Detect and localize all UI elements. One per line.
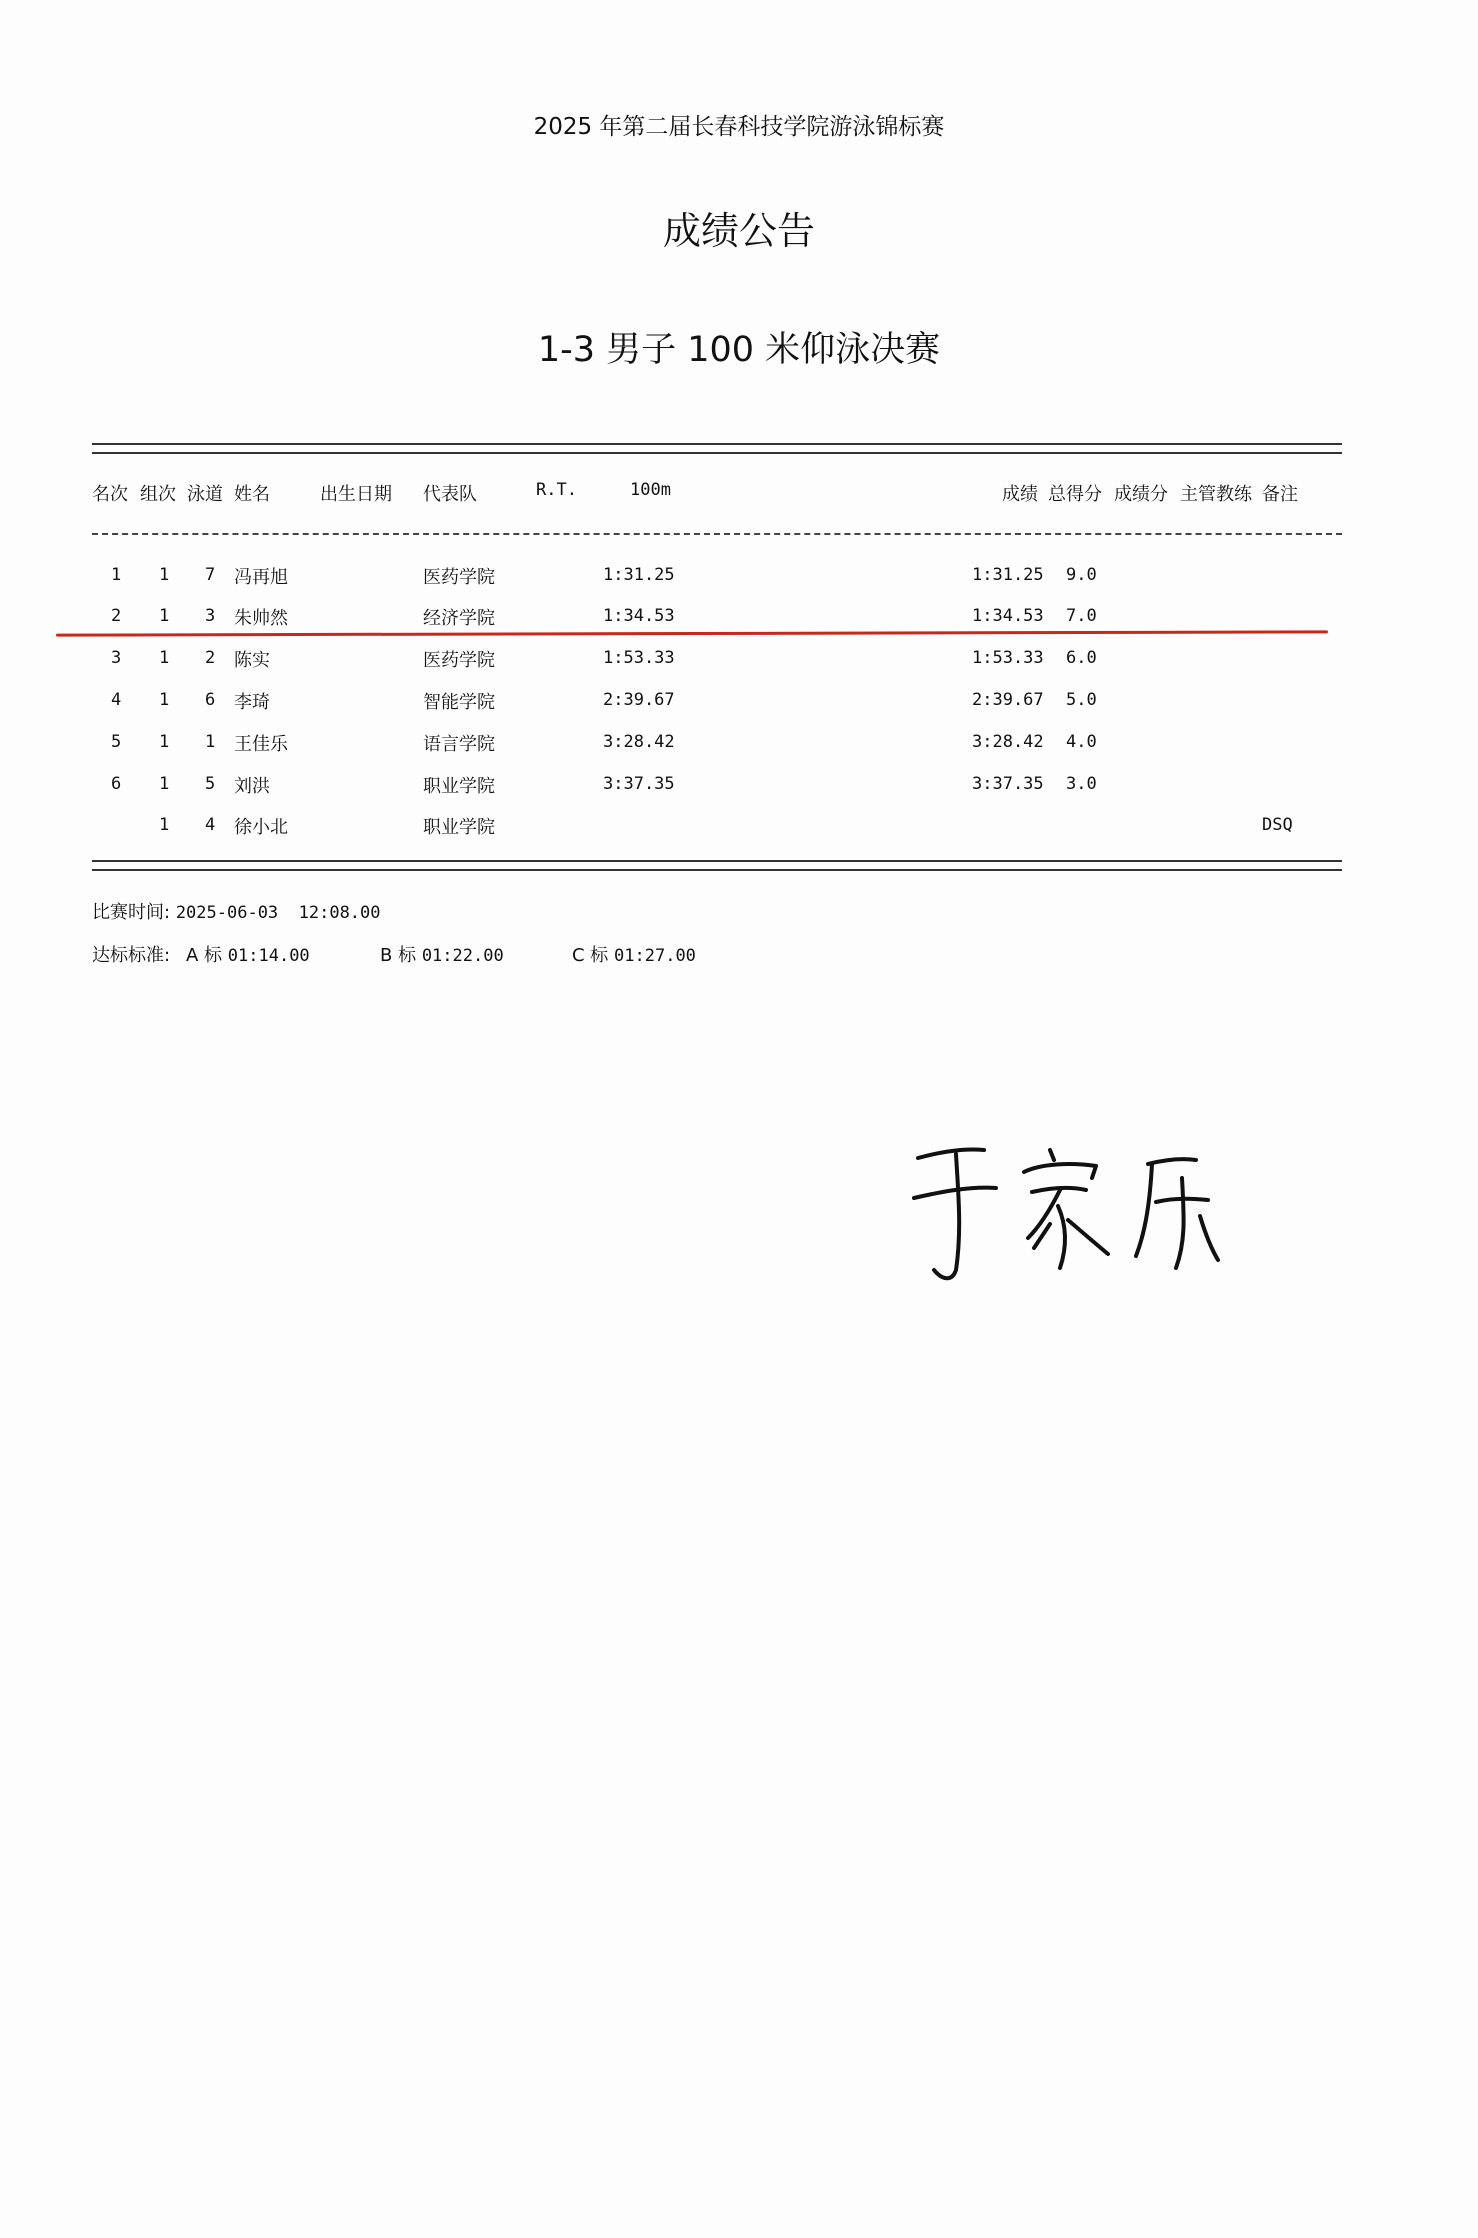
match-time-label: 比赛时间: xyxy=(92,902,171,923)
team-cell: 医药学院 xyxy=(423,650,495,671)
total-points-cell: 6.0 xyxy=(1066,648,1097,668)
col-name-header: 姓名 xyxy=(234,484,270,505)
name-cell: 冯再旭 xyxy=(234,567,288,588)
top-double-rule xyxy=(92,443,1342,454)
handwritten-signature xyxy=(900,1120,1240,1300)
total-points-cell: 5.0 xyxy=(1066,690,1097,710)
col-lane-header: 泳道 xyxy=(187,484,223,505)
header-dashed-rule xyxy=(92,533,1342,535)
col-rank-header: 名次 xyxy=(92,484,128,505)
standard-a-label: A 标 xyxy=(186,945,223,966)
team-cell: 职业学院 xyxy=(423,776,495,797)
red-underline-annotation xyxy=(56,630,1328,636)
qualifying-standards xyxy=(92,941,170,967)
heat-cell: 1 xyxy=(159,732,170,752)
standard-label: 达标标准: xyxy=(92,945,171,966)
split-cell: 3:37.35 xyxy=(603,774,675,794)
note-cell: DSQ xyxy=(1262,815,1293,835)
split-cell: 3:28.42 xyxy=(603,732,675,752)
name-cell: 王佳乐 xyxy=(234,734,288,755)
notice-title: 成绩公告 xyxy=(662,209,815,253)
rank-cell: 3 xyxy=(111,648,122,668)
standard-c-value: 01:27.00 xyxy=(614,946,696,966)
lane-cell: 2 xyxy=(205,648,216,668)
col-coach-header: 主管教练 xyxy=(1180,484,1252,505)
standard-b xyxy=(380,941,504,967)
heat-cell: 1 xyxy=(159,565,170,585)
col-split-header: 100m xyxy=(630,480,671,500)
rank-cell: 1 xyxy=(111,565,122,585)
team-cell: 智能学院 xyxy=(423,692,495,713)
rank-cell: 2 xyxy=(111,606,122,626)
heat-cell: 1 xyxy=(159,815,170,835)
lane-cell: 7 xyxy=(205,565,216,585)
rank-cell: 6 xyxy=(111,774,122,794)
lane-cell: 5 xyxy=(205,774,216,794)
team-cell: 职业学院 xyxy=(423,817,495,838)
match-time-value: 2025-06-03 12:08.00 xyxy=(175,903,381,923)
split-cell: 1:31.25 xyxy=(603,565,675,585)
col-team-header: 代表队 xyxy=(423,484,477,505)
bottom-double-rule xyxy=(92,860,1342,871)
total-points-cell: 7.0 xyxy=(1066,606,1097,626)
competition-title: 2025 年第二届长春科技学院游泳锦标赛 xyxy=(533,114,945,140)
match-time xyxy=(92,898,381,924)
event-title: 1-3 男子 100 米仰泳决赛 xyxy=(537,330,941,370)
total-points-cell: 4.0 xyxy=(1066,732,1097,752)
name-cell: 朱帅然 xyxy=(234,608,288,629)
result-cell: 3:28.42 xyxy=(972,732,1044,752)
lane-cell: 6 xyxy=(205,690,216,710)
result-cell: 1:34.53 xyxy=(972,606,1044,626)
col-result-header: 成绩 xyxy=(1002,484,1038,505)
standard-b-value: 01:22.00 xyxy=(421,946,504,966)
standard-a xyxy=(186,941,310,967)
team-cell: 医药学院 xyxy=(423,567,495,588)
split-cell: 1:53.33 xyxy=(603,648,675,668)
name-cell: 李琦 xyxy=(234,692,270,713)
result-cell: 1:53.33 xyxy=(972,648,1044,668)
lane-cell: 3 xyxy=(205,606,216,626)
name-cell: 陈实 xyxy=(234,650,270,671)
name-cell: 刘洪 xyxy=(234,776,270,797)
standard-c xyxy=(572,941,696,967)
standard-a-value: 01:14.00 xyxy=(227,946,310,966)
heat-cell: 1 xyxy=(159,648,170,668)
heat-cell: 1 xyxy=(159,690,170,710)
col-total-points-header: 总得分 xyxy=(1048,484,1102,505)
lane-cell: 4 xyxy=(205,815,216,835)
team-cell: 语言学院 xyxy=(423,734,495,755)
col-note-header: 备注 xyxy=(1262,484,1298,505)
col-score-points-header: 成绩分 xyxy=(1114,484,1168,505)
name-cell: 徐小北 xyxy=(234,817,288,838)
standard-c-label: C 标 xyxy=(572,945,609,966)
heat-cell: 1 xyxy=(159,606,170,626)
split-cell: 2:39.67 xyxy=(603,690,675,710)
result-cell: 2:39.67 xyxy=(972,690,1044,710)
result-cell: 1:31.25 xyxy=(972,565,1044,585)
rank-cell: 5 xyxy=(111,732,122,752)
heat-cell: 1 xyxy=(159,774,170,794)
col-birth-header: 出生日期 xyxy=(320,484,392,505)
standard-b-label: B 标 xyxy=(380,945,417,966)
split-cell: 1:34.53 xyxy=(603,606,675,626)
col-rt-header: R.T. xyxy=(536,480,577,500)
total-points-cell: 3.0 xyxy=(1066,774,1097,794)
total-points-cell: 9.0 xyxy=(1066,565,1097,585)
col-heat-header: 组次 xyxy=(140,484,176,505)
team-cell: 经济学院 xyxy=(423,608,495,629)
lane-cell: 1 xyxy=(205,732,216,752)
rank-cell: 4 xyxy=(111,690,122,710)
result-cell: 3:37.35 xyxy=(972,774,1044,794)
